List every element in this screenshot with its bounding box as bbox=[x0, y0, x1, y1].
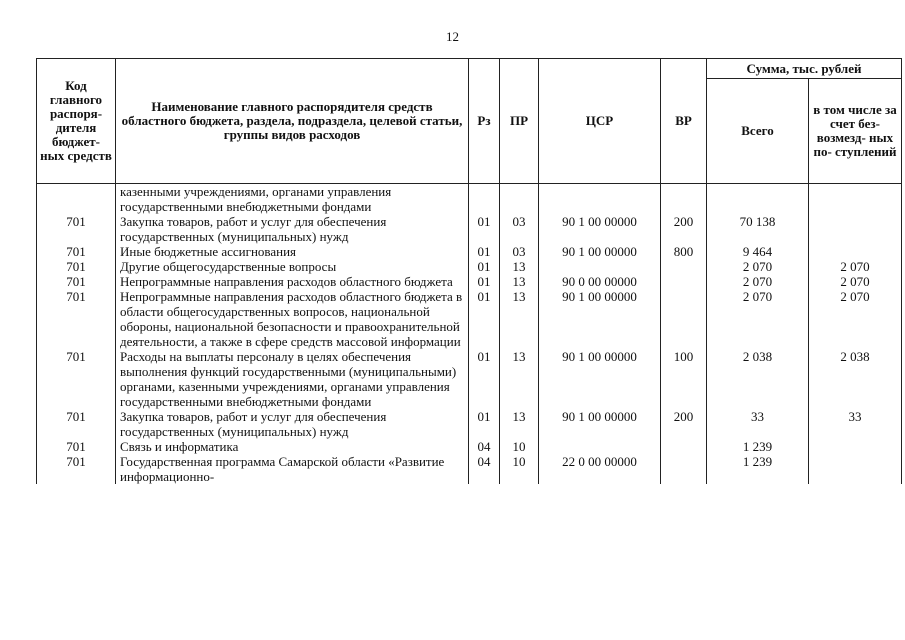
cell-name: Иные бюджетные ассигнования bbox=[116, 244, 469, 259]
cell-pr: 13 bbox=[500, 289, 539, 349]
cell-pr: 13 bbox=[500, 349, 539, 409]
cell-pr: 10 bbox=[500, 454, 539, 484]
cell-gratuitous: 2 070 bbox=[809, 289, 902, 349]
cell-gratuitous: 33 bbox=[809, 409, 902, 439]
cell-pr: 13 bbox=[500, 274, 539, 289]
cell-vr: 100 bbox=[661, 349, 707, 409]
header-gratuitous: в том числе за счет без- возмезд- ных по- ступлений bbox=[809, 79, 902, 184]
cell-gratuitous bbox=[809, 244, 902, 259]
cell-vr bbox=[661, 259, 707, 274]
cell-csr: 90 1 00 00000 bbox=[539, 244, 661, 259]
cell-rz: 01 bbox=[469, 244, 500, 259]
cell-name: Другие общегосударственные вопросы bbox=[116, 259, 469, 274]
cell-code: 701 bbox=[37, 349, 116, 409]
cell-total: 2 038 bbox=[707, 349, 809, 409]
cell-name: Непрограммные направления расходов областного бюджета в области общегосударственных вопросов, национальной обороны, национальной безопасности и правоохранительной деятельности, а также в сфере средств массовой информации bbox=[116, 289, 469, 349]
cell-rz: 01 bbox=[469, 214, 500, 244]
cell-name: Закупка товаров, работ и услуг для обеспечения государственных (муниципальных) нужд bbox=[116, 409, 469, 439]
cell-pr: 13 bbox=[500, 259, 539, 274]
cell-csr bbox=[539, 439, 661, 454]
table-row bbox=[37, 439, 902, 454]
cell-pr: 03 bbox=[500, 214, 539, 244]
cell-code: 701 bbox=[37, 244, 116, 259]
header-vr: ВР bbox=[661, 59, 707, 184]
cell-vr bbox=[661, 274, 707, 289]
cell-name: Расходы на выплаты персоналу в целях обеспечения выполнения функций государственными (муниципальными) органами, казенными учреждениями, органами управления государственными внебюджетными фондами bbox=[116, 349, 469, 409]
cell-rz bbox=[469, 184, 500, 215]
cell-name: Закупка товаров, работ и услуг для обеспечения государственных (муниципальных) нужд bbox=[116, 214, 469, 244]
cell-pr: 03 bbox=[500, 244, 539, 259]
cell-total: 1 239 bbox=[707, 454, 809, 484]
table-row bbox=[37, 184, 902, 215]
header-name: Наименование главного распорядителя средств областного бюджета, раздела, подраздела, целевой статьи, группы видов расходов bbox=[116, 59, 469, 184]
cell-vr bbox=[661, 289, 707, 349]
cell-csr: 90 0 00 00000 bbox=[539, 274, 661, 289]
cell-code: 701 bbox=[37, 439, 116, 454]
cell-name: Государственная программа Самарской области «Развитие информационно- bbox=[116, 454, 469, 484]
header-total: Всего bbox=[707, 79, 809, 184]
cell-csr bbox=[539, 259, 661, 274]
cell-vr bbox=[661, 439, 707, 454]
cell-code: 701 bbox=[37, 259, 116, 274]
cell-gratuitous bbox=[809, 184, 902, 215]
table-row bbox=[37, 214, 902, 244]
cell-total: 2 070 bbox=[707, 259, 809, 274]
cell-total bbox=[707, 184, 809, 215]
header-pr: ПР bbox=[500, 59, 539, 184]
cell-vr: 800 bbox=[661, 244, 707, 259]
cell-csr: 90 1 00 00000 bbox=[539, 289, 661, 349]
cell-gratuitous: 2 038 bbox=[809, 349, 902, 409]
cell-csr: 90 1 00 00000 bbox=[539, 349, 661, 409]
header-csr: ЦСР bbox=[539, 59, 661, 184]
cell-name: Связь и информатика bbox=[116, 439, 469, 454]
table-row bbox=[37, 274, 902, 289]
cell-csr bbox=[539, 184, 661, 215]
header-sum-group: Сумма, тыс. рублей bbox=[707, 59, 902, 79]
cell-csr: 22 0 00 00000 bbox=[539, 454, 661, 484]
cell-code bbox=[37, 184, 116, 215]
cell-gratuitous: 2 070 bbox=[809, 259, 902, 274]
table-body bbox=[37, 184, 902, 485]
cell-vr bbox=[661, 184, 707, 215]
budget-table bbox=[36, 58, 902, 484]
cell-total: 9 464 bbox=[707, 244, 809, 259]
cell-code: 701 bbox=[37, 454, 116, 484]
cell-code: 701 bbox=[37, 274, 116, 289]
cell-name: казенными учреждениями, органами управления государственными внебюджетными фондами bbox=[116, 184, 469, 215]
table-row bbox=[37, 454, 902, 484]
table-row bbox=[37, 289, 902, 349]
cell-rz: 01 bbox=[469, 409, 500, 439]
cell-total: 2 070 bbox=[707, 274, 809, 289]
cell-pr bbox=[500, 184, 539, 215]
header-code: Код главного распоря- дителя бюджет- ных средств bbox=[37, 59, 116, 184]
cell-total: 70 138 bbox=[707, 214, 809, 244]
cell-pr: 10 bbox=[500, 439, 539, 454]
cell-gratuitous bbox=[809, 439, 902, 454]
cell-rz: 01 bbox=[469, 259, 500, 274]
cell-rz: 01 bbox=[469, 274, 500, 289]
table-row bbox=[37, 409, 902, 439]
cell-rz: 01 bbox=[469, 349, 500, 409]
cell-rz: 04 bbox=[469, 439, 500, 454]
cell-gratuitous bbox=[809, 214, 902, 244]
header-rz: Рз bbox=[469, 59, 500, 184]
page-number: 12 bbox=[446, 29, 459, 44]
cell-code: 701 bbox=[37, 289, 116, 349]
cell-rz: 04 bbox=[469, 454, 500, 484]
table-row bbox=[37, 244, 902, 259]
cell-csr: 90 1 00 00000 bbox=[539, 409, 661, 439]
cell-name: Непрограммные направления расходов областного бюджета bbox=[116, 274, 469, 289]
cell-pr: 13 bbox=[500, 409, 539, 439]
table-row bbox=[37, 259, 902, 274]
cell-code: 701 bbox=[37, 409, 116, 439]
cell-total: 33 bbox=[707, 409, 809, 439]
cell-gratuitous: 2 070 bbox=[809, 274, 902, 289]
cell-total: 1 239 bbox=[707, 439, 809, 454]
cell-vr: 200 bbox=[661, 409, 707, 439]
cell-csr: 90 1 00 00000 bbox=[539, 214, 661, 244]
cell-gratuitous bbox=[809, 454, 902, 484]
cell-vr bbox=[661, 454, 707, 484]
cell-rz: 01 bbox=[469, 289, 500, 349]
table-row bbox=[37, 349, 902, 409]
cell-code: 701 bbox=[37, 214, 116, 244]
cell-vr: 200 bbox=[661, 214, 707, 244]
cell-total: 2 070 bbox=[707, 289, 809, 349]
